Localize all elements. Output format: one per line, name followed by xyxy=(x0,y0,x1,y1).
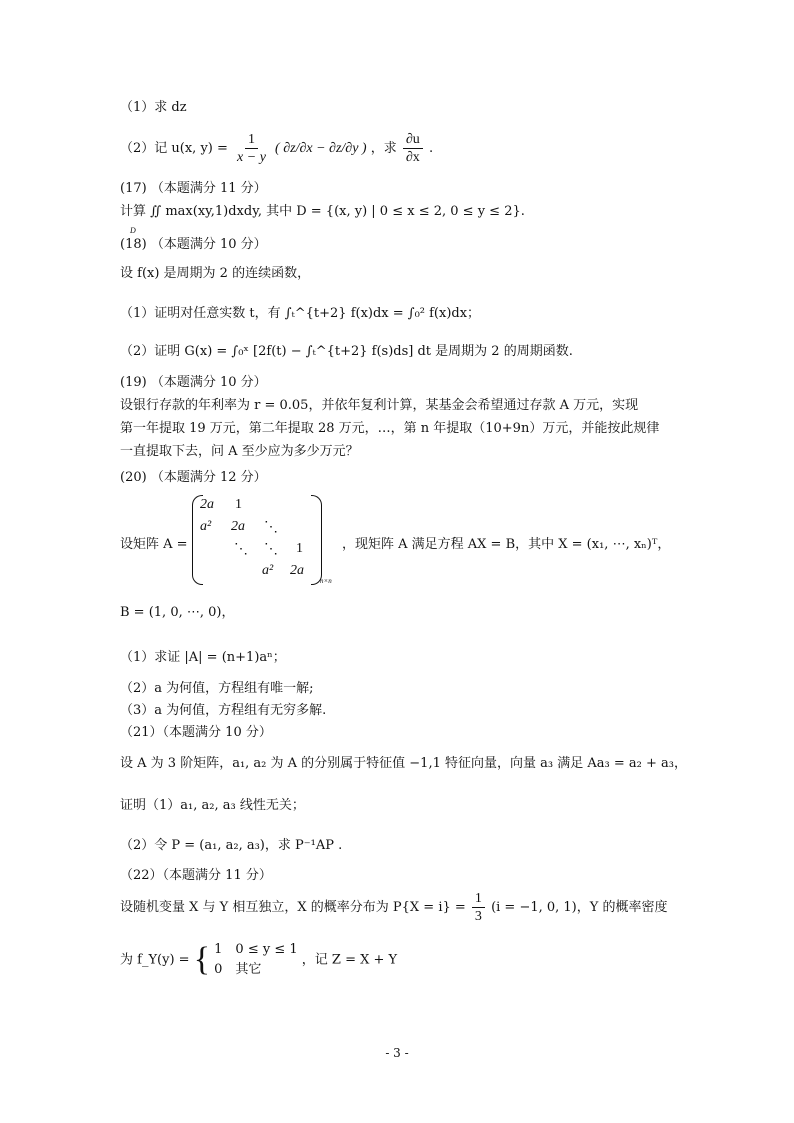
q20-b-line: B = (1, 0, ⋯, 0)， xyxy=(120,605,235,620)
matrix-cell: 1 xyxy=(296,541,303,556)
q18-part2: （2）证明 G(x) = ∫₀ˣ [2f(t) − ∫ₜ^{t+2} f(s)ds] dt 是周期为 2 的周期函数. xyxy=(120,344,573,359)
q18-part1: （1）证明对任意实数 t，有 ∫ₜ^{t+2} f(x)dx = ∫₀² f(x)dx； xyxy=(120,306,481,321)
matrix-cell: a² xyxy=(200,519,212,534)
q17-domain-subscript: D xyxy=(130,226,136,235)
q17-header: (17) （本题满分 11 分） xyxy=(120,181,267,196)
q22-case-1: 1 0 ≤ y ≤ 1 xyxy=(214,942,298,957)
q16-target-num: ∂u xyxy=(403,131,423,149)
q16-frac-den: x − y xyxy=(237,150,266,165)
matrix-cell: ⋱ xyxy=(264,542,278,557)
matrix-cell: a² xyxy=(262,563,274,578)
q19-line-2: 第一年提取 19 万元，第二年提取 28 万元，…，第 n 年提取（10+9n）万元，并能按此规律 xyxy=(120,421,660,436)
q22-density-prefix: 为 f_Y(y) = xyxy=(120,952,190,968)
q20-matrix-suffix: ，现矩阵 A 满足方程 AX = B，其中 X = (x₁, ⋯, xₙ)ᵀ， xyxy=(342,537,671,552)
q22-fraction xyxy=(472,890,485,925)
q16-p2-paren: ( ∂z/∂x − ∂z/∂y ) xyxy=(275,141,367,156)
q20-header: (20) （本题满分 12 分） xyxy=(120,470,267,485)
matrix-cell: ⋱ xyxy=(234,542,248,557)
q16-target-den: ∂x xyxy=(405,150,420,165)
q22-frac-den: 3 xyxy=(474,909,482,924)
q17-body: 计算 ∬ max(xy,1)dxdy, 其中 D = {(x, y) | 0 ≤ x ≤ 2, 0 ≤ y ≤ 2}. xyxy=(120,204,525,219)
q20-matrix xyxy=(192,495,332,587)
q22-cases xyxy=(214,940,297,980)
q20-part3: （3）a 为何值，方程组有无穷多解. xyxy=(120,703,327,718)
q21-intro: 设 A 为 3 阶矩阵，a₁, a₂ 为 A 的分别属于特征值 −1,1 特征向量，向量 a₃ 满足 Aa₃ = a₂ + a₃， xyxy=(120,756,687,771)
q19-header: (19) （本题满分 10 分） xyxy=(120,375,267,390)
matrix-cell: 2a xyxy=(200,497,214,512)
q18-header: (18) （本题满分 10 分） xyxy=(120,237,267,252)
matrix-right-paren xyxy=(311,495,322,585)
q21-part1: 证明（1）a₁, a₂, a₃ 线性无关； xyxy=(120,798,305,813)
matrix-cell: 2a xyxy=(231,519,245,534)
q16-p2-end: . xyxy=(428,141,434,156)
matrix-cell: 2a xyxy=(290,563,304,578)
q19-line-3: 一直提取下去，问 A 至少应为多少万元？ xyxy=(120,444,359,459)
matrix-cell: ⋱ xyxy=(264,520,278,535)
q16-frac-num: 1 xyxy=(245,131,258,149)
brace-icon: { xyxy=(193,941,211,978)
q22-case-2: 0 其它 xyxy=(214,962,262,977)
matrix-cell: 1 xyxy=(235,497,242,512)
q16-fraction xyxy=(234,131,269,166)
q16-p2-suffix: ，求 xyxy=(370,141,397,156)
q20-matrix-prefix: 设矩阵 A = xyxy=(120,537,188,552)
q16-target-fraction xyxy=(403,131,423,166)
q22-frac-num: 1 xyxy=(472,890,485,908)
q21-part2: （2）令 P = (a₁, a₂, a₃)，求 P⁻¹AP . xyxy=(120,838,343,853)
q22-density xyxy=(120,940,397,981)
page-number: - 3 - xyxy=(385,1046,409,1060)
q22-intro xyxy=(120,890,667,926)
q16-p2-prefix: （2）记 u(x, y) = xyxy=(120,141,228,156)
q16-part1: （1）求 dz xyxy=(120,100,187,115)
q22-intro-prefix: 设随机变量 X 与 Y 相互独立，X 的概率分布为 P{X = i} = xyxy=(120,900,466,915)
q20-part1: （1）求证 |A| = (n+1)aⁿ； xyxy=(120,650,286,665)
q22-intro-suffix: (i = −1, 0, 1)，Y 的概率密度 xyxy=(491,900,668,915)
q22-density-suffix: ，记 Z = X + Y xyxy=(301,952,398,968)
q22-header: （22）（本题满分 11 分） xyxy=(120,868,272,883)
q20-part2: （2）a 为何值，方程组有唯一解; xyxy=(120,681,314,696)
q16-part2 xyxy=(120,130,433,168)
matrix-size-subscript: n×n xyxy=(320,577,332,585)
q21-header: （21）（本题满分 10 分） xyxy=(120,725,272,740)
q19-line-1: 设银行存款的年利率为 r = 0.05，并依年复利计算，某基金会希望通过存款 A 万元，实现 xyxy=(120,398,639,413)
q18-intro: 设 f(x) 是周期为 2 的连续函数， xyxy=(120,266,311,281)
